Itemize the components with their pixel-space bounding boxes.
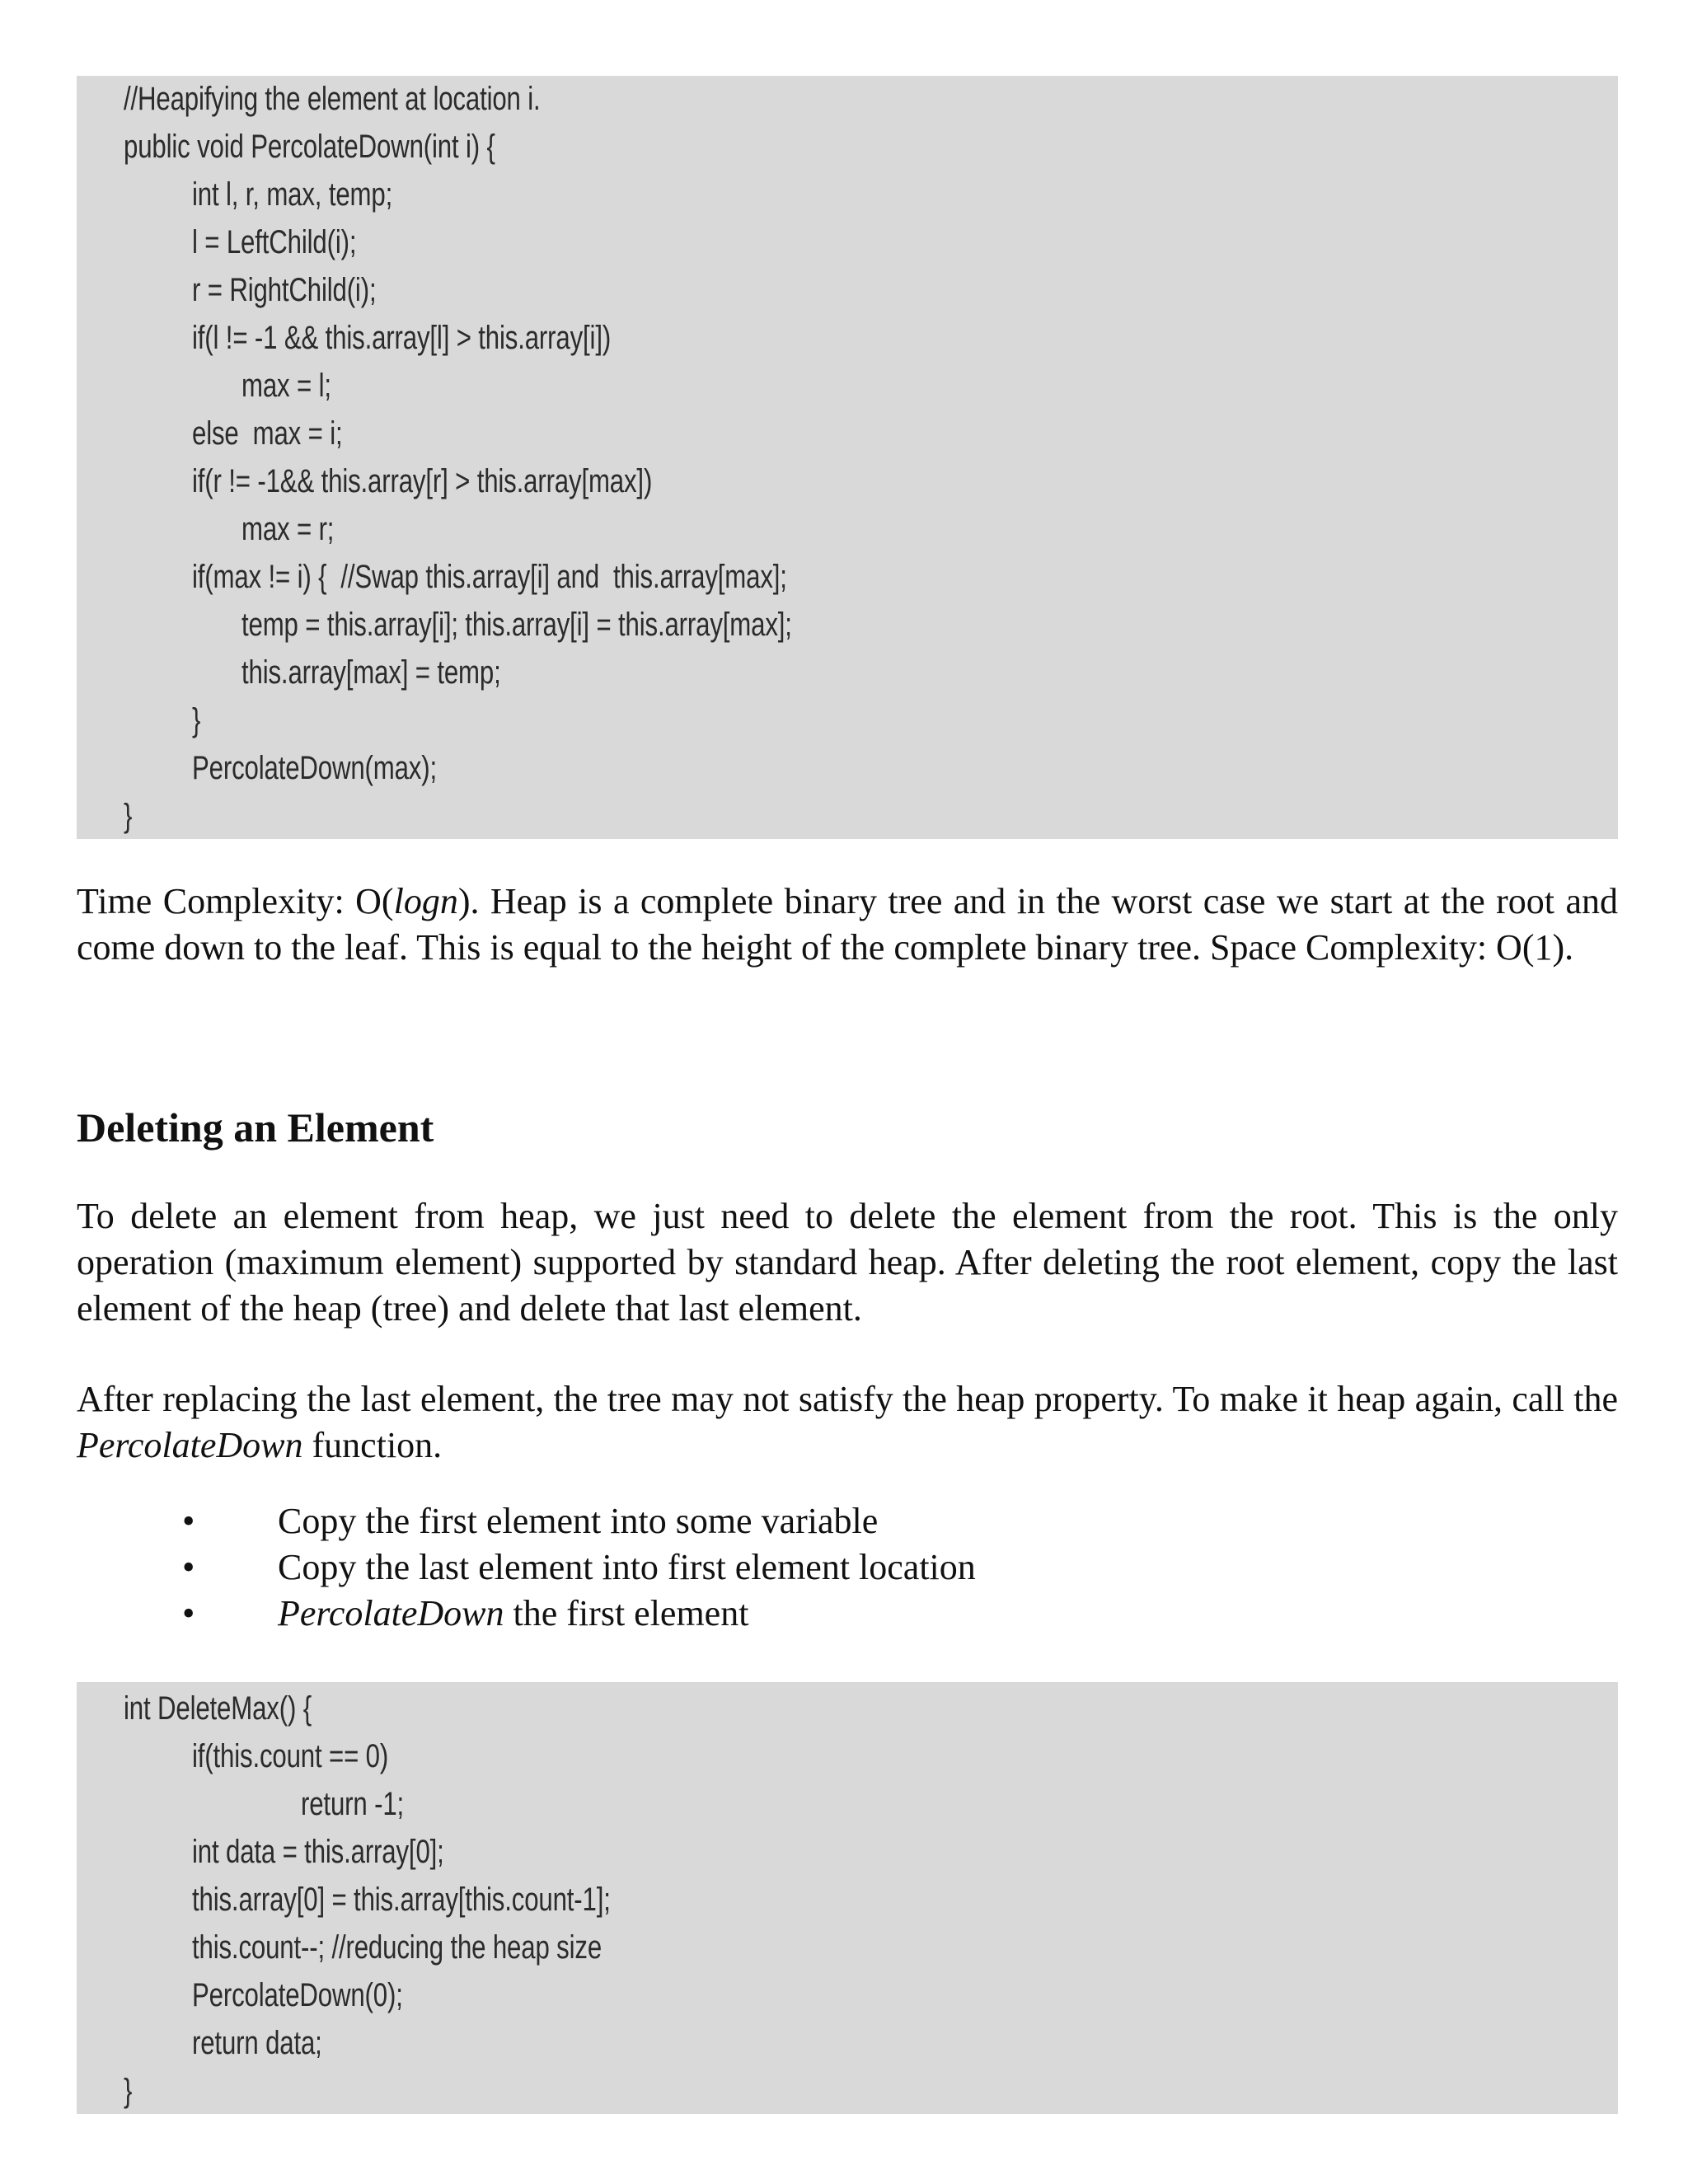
code-line: int l, r, max, temp;	[192, 176, 393, 213]
section-heading: Deleting an Element	[77, 1104, 434, 1151]
code-line: max = r;	[241, 511, 335, 547]
code-line: l = LeftChild(i);	[192, 224, 357, 260]
paragraph-delete-element: To delete an element from heap, we just need to delete the element from the root. This is the only operation (maximum element) supported by standard heap. After deleting the root element, copy the last element of the heap (tree) and delete that last element.	[77, 1196, 1618, 1329]
text-span-italic: PercolateDown	[278, 1593, 504, 1633]
code-line: r = RightChild(i);	[192, 272, 377, 308]
code-line: if(r != -1&& this.array[r] > this.array[max])	[192, 463, 653, 499]
code-line: return data;	[192, 2025, 322, 2061]
code-line: int data = this.array[0];	[192, 1834, 444, 1870]
text-span: After replacing the last element, the tree may not satisfy the heap property. To make it heap again, call the	[77, 1379, 1618, 1419]
list-item-text: Copy the last element into first element location	[278, 1547, 976, 1587]
code-line: }	[124, 798, 133, 834]
code-line: this.count--; //reducing the heap size	[192, 1929, 603, 1966]
code-line: PercolateDown(0);	[192, 1977, 403, 2013]
code-line: temp = this.array[i]; this.array[i] = this.array[max];	[241, 607, 792, 643]
text-span: function.	[302, 1425, 443, 1465]
list-item-text: Copy the first element into some variable	[278, 1501, 879, 1541]
code-line: int DeleteMax() {	[124, 1690, 312, 1727]
code-line: return -1;	[301, 1786, 405, 1822]
text-span: the first element	[504, 1593, 749, 1633]
list-item	[77, 1544, 1618, 1591]
code-block-delete-max	[77, 1682, 1618, 2114]
text-span-italic: logn	[393, 881, 458, 921]
code-line: max = l;	[241, 368, 331, 404]
bullet-marker: •	[182, 1547, 195, 1587]
code-line: public void PercolateDown(int i) {	[124, 129, 495, 165]
code-line: this.array[max] = temp;	[241, 654, 501, 691]
code-line: if(l != -1 && this.array[l] > this.array[i])	[192, 320, 612, 356]
code-line: //Heapifying the element at location i.	[124, 81, 541, 117]
list-item	[77, 1591, 1618, 1637]
list-item-text	[278, 1591, 748, 1637]
code-line: if(this.count == 0)	[192, 1738, 389, 1774]
steps-list	[77, 1498, 1618, 1637]
code-line: }	[124, 2073, 133, 2109]
code-line: PercolateDown(max);	[192, 750, 438, 786]
code-line: this.array[0] = this.array[this.count-1];	[192, 1882, 611, 1918]
text-span: ). Heap is a complete binary tree and in the worst case we start at the root and come down to the leaf. This is equal to the height of the complete binary tree. Space Complexity: O(1).	[77, 881, 1618, 968]
paragraph-replace-element	[77, 1376, 1618, 1469]
code-line: else max = i;	[192, 415, 343, 452]
code-block-percolate-down	[77, 76, 1618, 839]
bullet-marker: •	[182, 1501, 195, 1541]
text-span: Time Complexity: O(	[77, 881, 394, 921]
paragraph-time-complexity	[77, 879, 1618, 971]
code-line: }	[192, 702, 201, 738]
list-item	[77, 1498, 1618, 1544]
bullet-marker: •	[182, 1593, 195, 1633]
code-line: if(max != i) { //Swap this.array[i] and this.array[max];	[192, 559, 787, 595]
text-span-italic: PercolateDown	[77, 1425, 303, 1465]
